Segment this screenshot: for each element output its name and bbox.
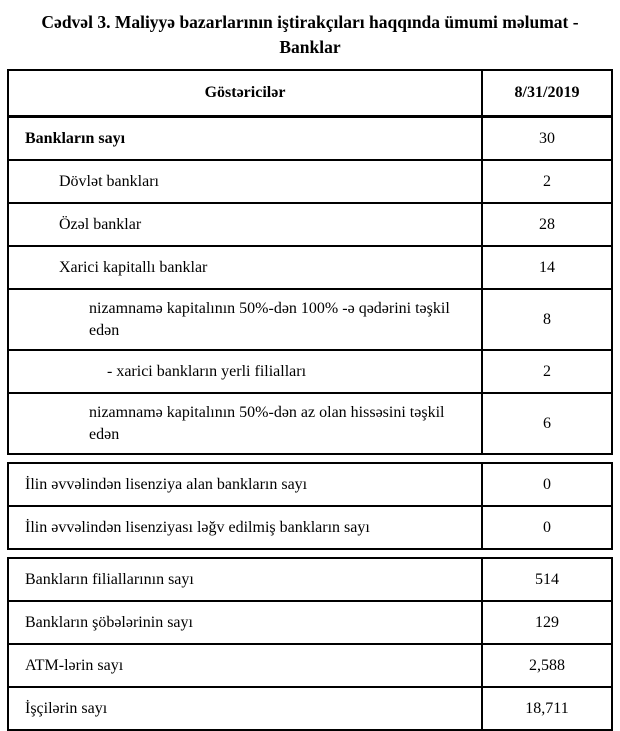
row-label: Xarici kapitallı banklar [59,258,208,276]
row-label: nizamnamə kapitalının 50%-dən 100% -ə qədərini təşkil edən [89,300,450,339]
table-row [9,505,611,548]
row-value: 28 [481,204,611,245]
table-section-licenses [7,462,613,550]
row-label: Dövlət bankları [59,172,159,190]
row-label: İşçilərin sayı [25,700,108,718]
table-row [9,686,611,729]
row-label: Bankların şöbələrinin sayı [25,614,193,632]
row-value: 2 [481,161,611,202]
table-row [9,600,611,643]
table-row [9,245,611,288]
column-header-indicators: Göstəricilər [204,84,286,102]
row-value: 2,588 [481,645,611,686]
table-row [9,392,611,453]
row-label: İlin əvvəlindən lisenziya alan bankların sayı [25,476,308,494]
row-value: 514 [481,559,611,600]
table-row [9,202,611,245]
row-value: 0 [481,464,611,505]
row-value: 2 [481,351,611,392]
row-label: ATM-lərin sayı [25,657,124,675]
table-header-row [9,71,611,115]
row-value: 0 [481,507,611,548]
column-header-date: 8/31/2019 [481,71,611,115]
table-section-bank-counts [7,69,613,455]
table-row [9,159,611,202]
table-section-network [7,557,613,731]
row-value: 14 [481,247,611,288]
row-label: Bankların sayı [25,129,126,147]
row-label: - xarici bankların yerli filialları [107,362,307,380]
table-row [9,559,611,600]
table-row [9,349,611,392]
row-value: 8 [481,290,611,349]
table-title: Cədvəl 3. Maliyyə bazarlarının iştirakçıları haqqında ümumi məlumat - Banklar [41,12,579,57]
row-value: 129 [481,602,611,643]
row-label: Özəl banklar [59,215,142,233]
row-label: Bankların filiallarının sayı [25,571,194,589]
table-row [9,288,611,349]
table-row [9,115,611,159]
table-row [9,464,611,505]
table-row [9,643,611,686]
row-value: 30 [481,118,611,159]
row-label: İlin əvvəlindən lisenziyası ləğv edilmiş bankların sayı [25,519,370,537]
row-value: 18,711 [481,688,611,729]
row-value: 6 [481,394,611,453]
row-label: nizamnamə kapitalının 50%-dən az olan hissəsini təşkil edən [89,404,445,443]
